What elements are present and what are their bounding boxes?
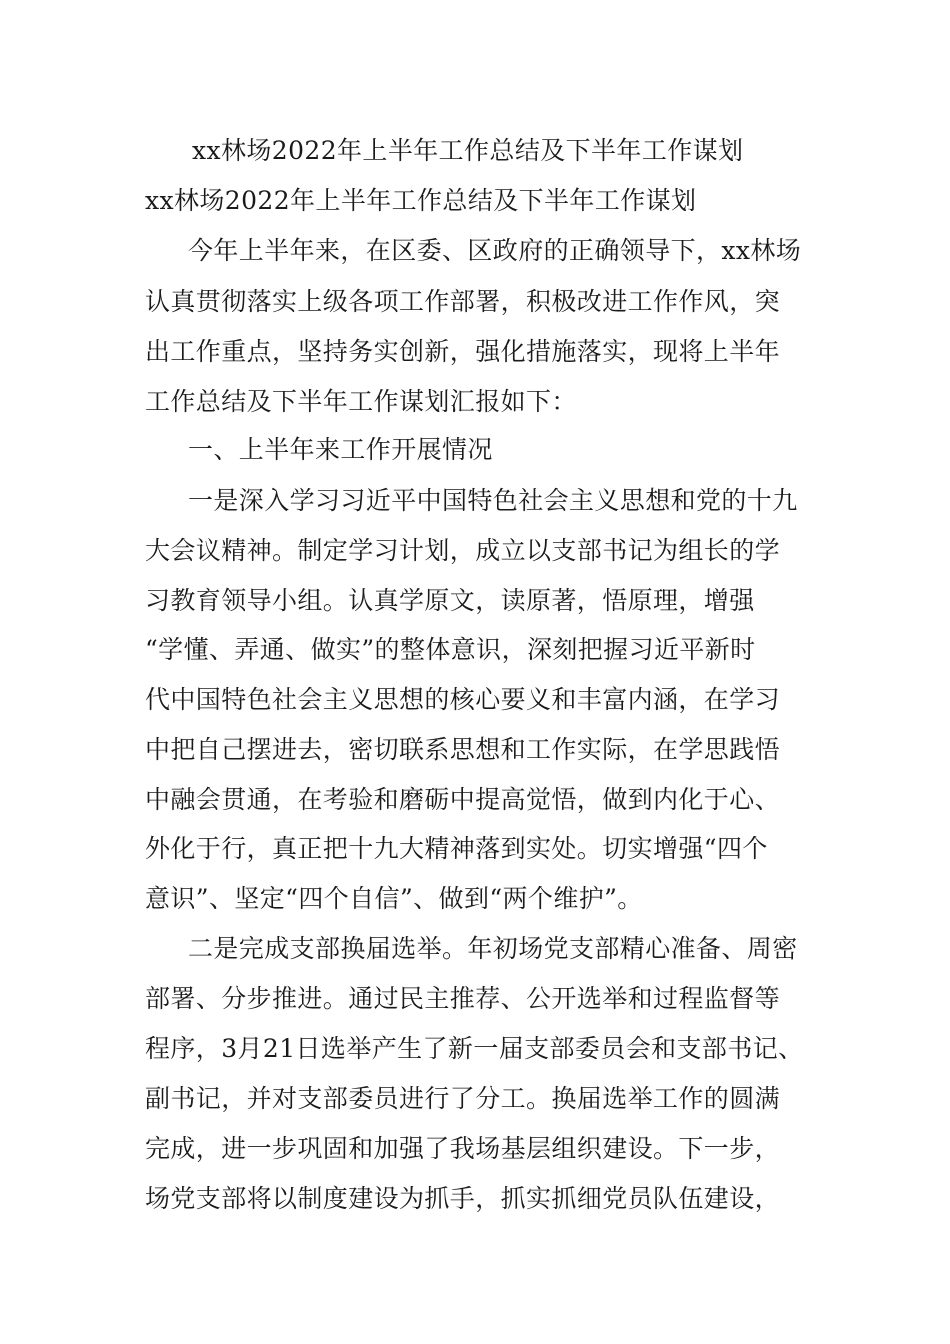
paragraph-line: 认真贯彻落实上级各项工作部署，积极改进工作作风，突	[145, 287, 781, 316]
paragraph-line: 今年上半年来，在区委、区政府的正确领导下，xx林场	[188, 236, 802, 265]
document-title: xx林场2022年上半年工作总结及下半年工作谋划	[192, 136, 744, 165]
paragraph-line: 大会议精神。制定学习计划，成立以支部书记为组长的学	[145, 536, 781, 565]
section-heading: 一、上半年来工作开展情况	[188, 435, 493, 464]
paragraph-line: 工作总结及下半年工作谋划汇报如下：	[145, 387, 577, 416]
paragraph-line: 场党支部将以制度建设为抓手，抓实抓细党员队伍建设，	[145, 1184, 781, 1213]
paragraph-line: 程序，3月21日选举产生了新一届支部委员会和支部书记、	[145, 1034, 804, 1063]
paragraph-line: 部署、分步推进。通过民主推荐、公开选举和过程监督等	[145, 984, 781, 1013]
paragraph-line: 意识”、坚定“四个自信”、做到“两个维护”。	[145, 884, 643, 913]
paragraph-line: 代中国特色社会主义思想的核心要义和丰富内涵，在学习	[145, 685, 781, 714]
paragraph-line: 中把自己摆进去，密切联系思想和工作实际，在学思践悟	[145, 735, 781, 764]
paragraph-line: 出工作重点，坚持务实创新，强化措施落实，现将上半年	[145, 337, 781, 366]
paragraph-line: 完成，进一步巩固和加强了我场基层组织建设。下一步，	[145, 1134, 781, 1163]
paragraph-line: 习教育领导小组。认真学原文，读原著，悟原理，增强	[145, 586, 755, 615]
paragraph-line: 外化于行，真正把十九大精神落到实处。切实增强“四个	[145, 834, 768, 863]
paragraph-line: 一是深入学习习近平中国特色社会主义思想和党的十九	[188, 486, 798, 515]
paragraph-line: 副书记，并对支部委员进行了分工。换届选举工作的圆满	[145, 1084, 781, 1113]
document-subtitle: xx林场2022年上半年工作总结及下半年工作谋划	[145, 186, 697, 215]
paragraph-line: 二是完成支部换届选举。年初场党支部精心准备、周密	[188, 934, 798, 963]
paragraph-line: “学懂、弄通、做实”的整体意识，深刻把握习近平新时	[145, 635, 756, 664]
paragraph-line: 中融会贯通，在考验和磨砺中提高觉悟，做到内化于心、	[145, 785, 781, 814]
